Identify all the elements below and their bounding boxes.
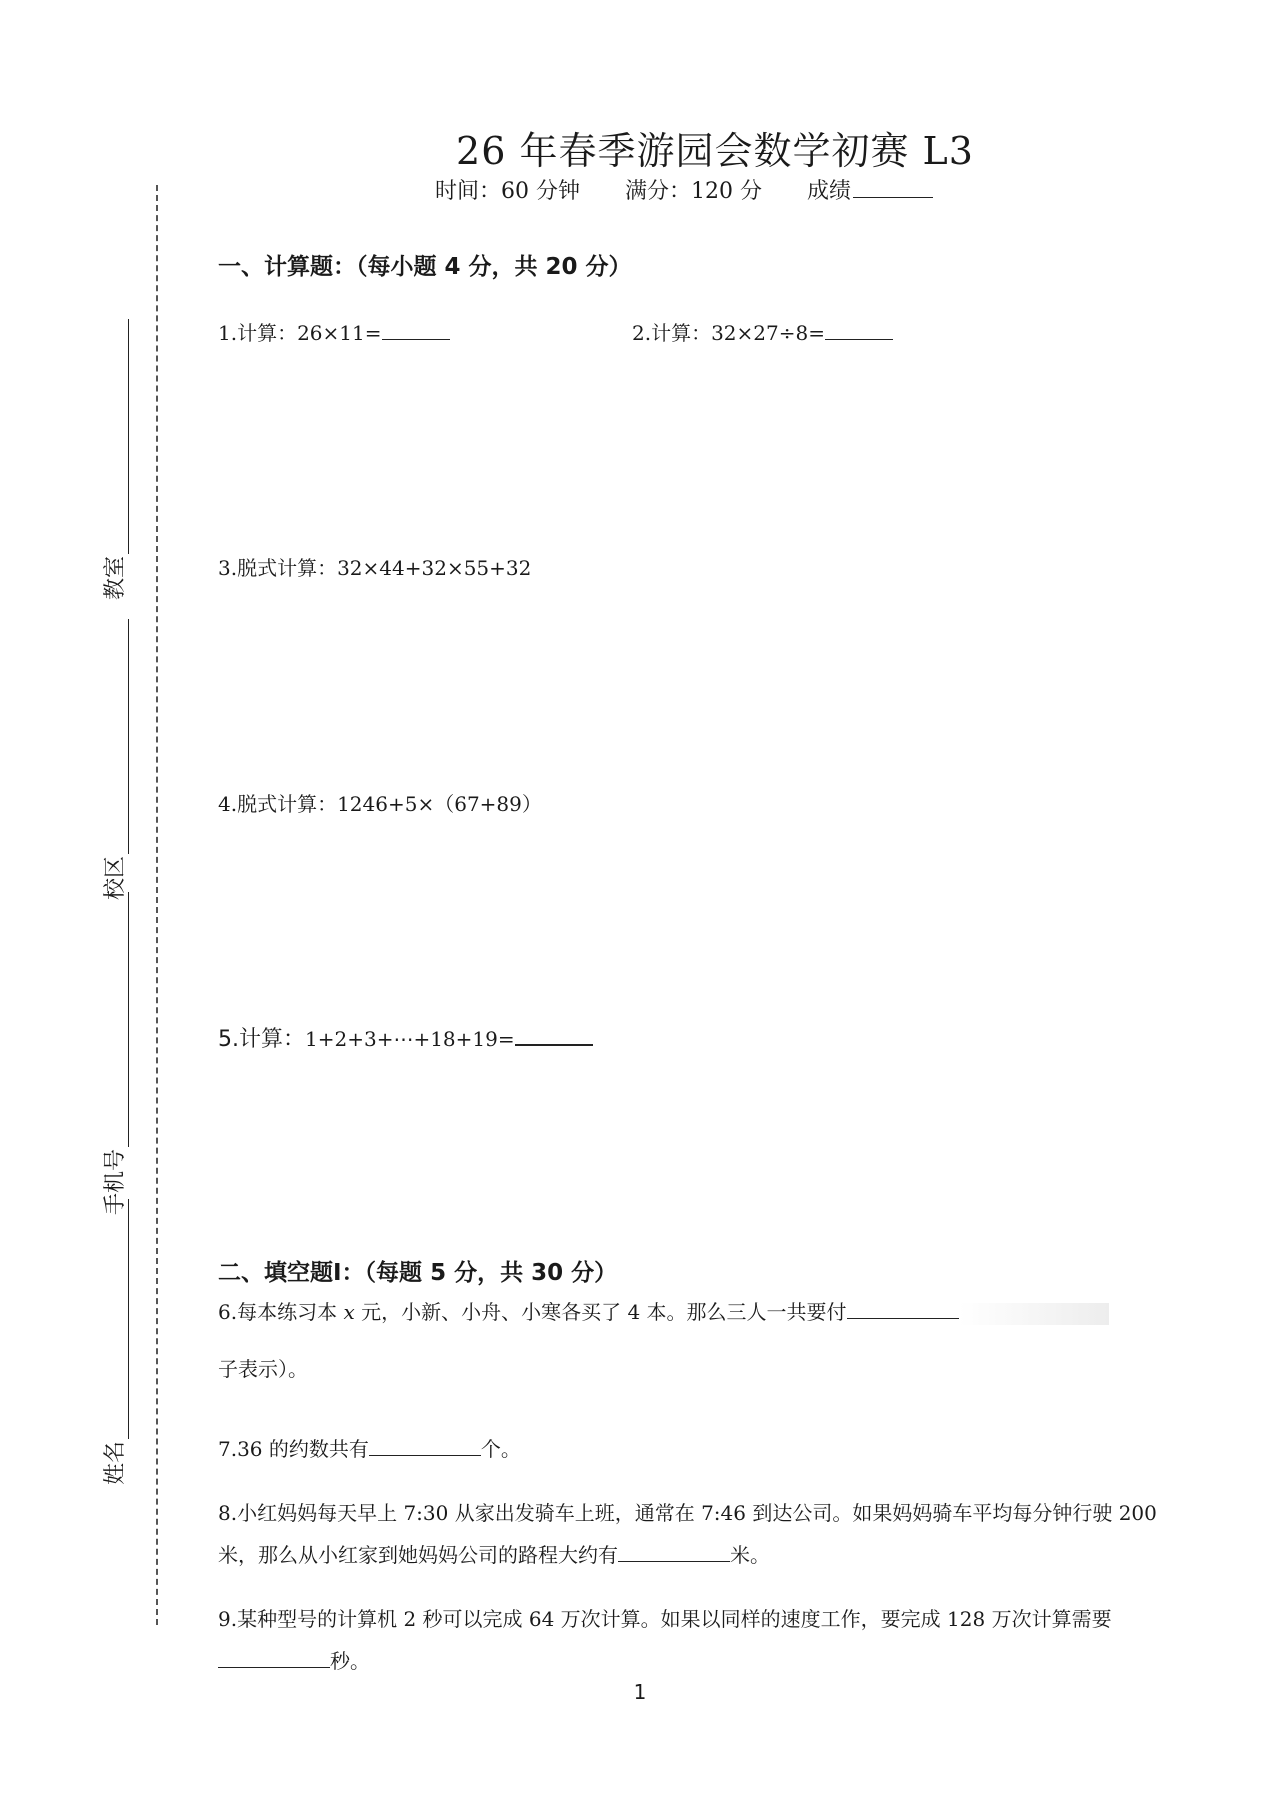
phone-label: 手机号 bbox=[103, 1148, 128, 1215]
question-6-continued: 子表示）。 bbox=[218, 1357, 308, 1381]
question-9-blank[interactable] bbox=[218, 1650, 330, 1668]
exam-meta bbox=[435, 174, 933, 205]
question-7-blank[interactable] bbox=[369, 1438, 481, 1456]
question-5-label: 5.计算： bbox=[218, 1027, 305, 1052]
question-1-text: 1.计算：26×11= bbox=[218, 321, 382, 345]
time-limit: 时间：60 分钟 bbox=[435, 179, 580, 204]
question-2 bbox=[632, 317, 893, 346]
question-1-blank[interactable] bbox=[382, 322, 450, 340]
campus-label: 校区 bbox=[103, 855, 128, 900]
name-label: 姓名 bbox=[103, 1440, 128, 1485]
campus-blank[interactable] bbox=[107, 619, 129, 854]
question-9 bbox=[218, 1598, 1178, 1682]
score-blank[interactable] bbox=[853, 178, 933, 198]
question-8-blank[interactable] bbox=[618, 1544, 730, 1562]
question-3: 3.脱式计算：32×44+32×55+32 bbox=[218, 556, 532, 580]
question-2-text: 2.计算：32×27÷8= bbox=[632, 321, 825, 345]
name-field bbox=[98, 1440, 178, 1565]
question-9-text-a: 9.某种型号的计算机 2 秒可以完成 64 万次计算。如果以同样的速度工作，要完成 128 万次计算需要 bbox=[218, 1607, 1112, 1631]
question-1 bbox=[218, 317, 450, 346]
question-5-text: 1+2+3+⋯+18+19= bbox=[305, 1027, 515, 1051]
score-label: 成绩 bbox=[807, 179, 852, 204]
phone-blank[interactable] bbox=[107, 892, 129, 1147]
question-8 bbox=[218, 1492, 1178, 1576]
classroom-label: 教室 bbox=[103, 555, 128, 600]
question-7 bbox=[218, 1428, 1178, 1470]
question-8-text-b: 米。 bbox=[730, 1543, 770, 1567]
question-8-text-a: 8.小红妈妈每天早上 7:30 从家出发骑车上班，通常在 7:46 到达公司。如果妈妈骑车平均每分钟行驶 200 米，那么从小红家到她妈妈公司的路程大约有 bbox=[218, 1501, 1157, 1567]
question-7-text-a: 7.36 的约数共有 bbox=[218, 1437, 369, 1461]
question-5-blank[interactable] bbox=[515, 1028, 593, 1046]
classroom-blank[interactable] bbox=[107, 319, 129, 554]
question-7-text-b: 个。 bbox=[480, 1437, 521, 1461]
question-5 bbox=[218, 1022, 593, 1053]
question-6-variable: x bbox=[343, 1300, 355, 1324]
name-blank[interactable] bbox=[107, 1199, 129, 1439]
exam-title: 26 年春季游园会数学初赛 L3 bbox=[456, 129, 974, 173]
section1-heading: 一、计算题：（每小题 4 分，共 20 分） bbox=[218, 254, 632, 280]
question-6-text-b: 元，小新、小舟、小寒各买了 4 本。那么三人一共要付 bbox=[361, 1300, 847, 1324]
question-9-text-b: 秒。 bbox=[330, 1649, 370, 1673]
page-number: 1 bbox=[633, 1680, 647, 1704]
full-score: 满分：120 分 bbox=[625, 179, 762, 204]
question-6 bbox=[218, 1291, 1178, 1333]
scan-fade-artifact bbox=[959, 1303, 1109, 1325]
section2-heading: 二、填空题Ⅰ：（每题 5 分，共 30 分） bbox=[218, 1260, 618, 1286]
question-4: 4.脱式计算：1246+5×（67+89） bbox=[218, 792, 542, 816]
question-2-blank[interactable] bbox=[825, 322, 893, 340]
question-6-text-a: 6.每本练习本 bbox=[218, 1300, 338, 1324]
question-6-blank[interactable] bbox=[847, 1301, 959, 1319]
